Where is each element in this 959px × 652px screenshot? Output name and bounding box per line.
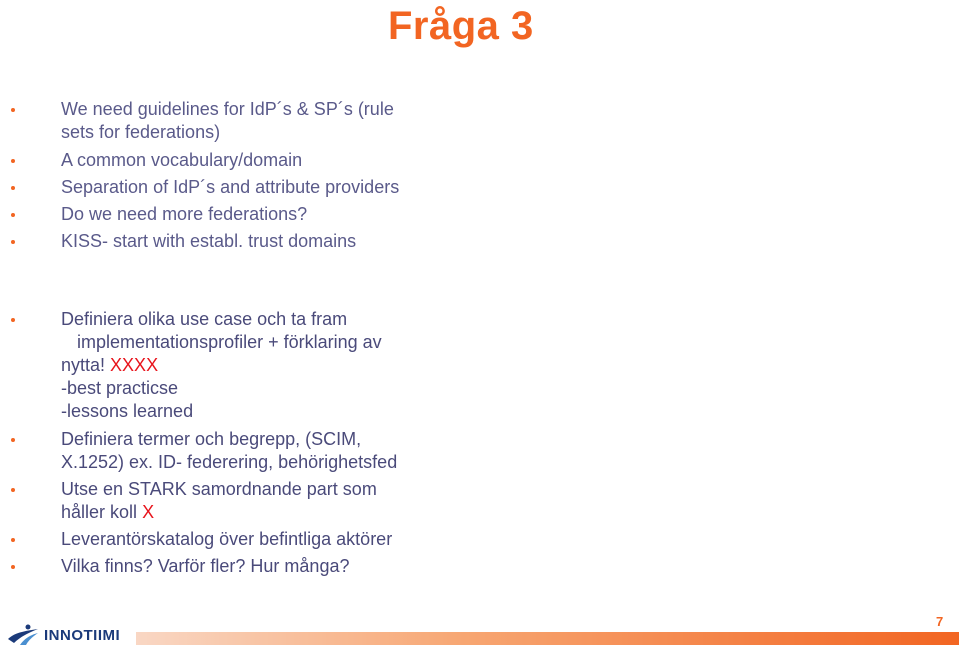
bullet-item-guidelines [61, 98, 501, 144]
bullet-item-catalog [61, 528, 501, 551]
bullet-text: Utse en STARK samordnande part som [61, 479, 377, 499]
bullet-text: Definiera olika use case och ta fram [61, 309, 348, 329]
bullet-text: X.1252) ex. ID- federering, behörighetsfed [61, 452, 398, 472]
bullet-dot [11, 186, 15, 190]
page-number: 7 [936, 614, 944, 629]
bullet-text: Separation of IdP´s and attribute providers [61, 177, 400, 197]
bullet-text: Definiera termer och begrepp, (SCIM, [61, 429, 362, 449]
bullet-dot [11, 488, 15, 492]
bullet-dot [11, 108, 15, 112]
bullet-text: KISS- start with establ. trust domains [61, 231, 357, 251]
logo-text: INNOTIIMI [44, 626, 121, 644]
highlight-text: XXXX [110, 355, 159, 375]
bullet-item-questions [61, 555, 501, 578]
bullet-dot [11, 159, 15, 163]
bullet-text: implementationsprofiler [77, 332, 264, 352]
bullet-text-line [61, 331, 501, 354]
bullet-text-line [61, 354, 501, 377]
bullet-text-line [61, 501, 501, 524]
bullet-item-use-case [61, 308, 501, 423]
bullet-text: + förklaring av [268, 332, 382, 352]
bullet-dot [11, 213, 15, 217]
bullet-item-terms [61, 428, 501, 474]
bullet-item-kiss [61, 230, 501, 253]
bullet-item-federations [61, 203, 501, 226]
bullet-text: A common vocabulary/domain [61, 150, 303, 170]
bullet-dot [11, 538, 15, 542]
bullet-item-separation [61, 176, 501, 199]
bullet-text: Do we need more federations? [61, 204, 308, 224]
footer-logo [6, 622, 120, 648]
bullet-text: Leverantörskatalog över befintliga aktörer [61, 529, 393, 549]
bullet-text: sets for federations) [61, 122, 221, 142]
bullet-item-vocabulary [61, 149, 501, 172]
bullet-text: -lessons learned [61, 401, 194, 421]
bullet-dot [11, 318, 15, 322]
bullet-text: We need guidelines for IdP´s & SP´s (rule [61, 99, 394, 119]
innotiimi-logo-icon [6, 623, 40, 647]
bullet-text: nytta! [61, 355, 106, 375]
bullet-dot [11, 240, 15, 244]
bullet-dot [11, 565, 15, 569]
footer-bar [136, 632, 959, 645]
bullet-item-coordinator [61, 478, 501, 524]
bullet-text: -best practicse [61, 378, 179, 398]
bullet-dot [11, 438, 15, 442]
bullet-text: Vilka finns? Varför fler? Hur många? [61, 556, 350, 576]
slide-title: Fråga 3 [388, 4, 534, 48]
highlight-text: X [142, 502, 155, 522]
bullet-text: håller koll [61, 502, 138, 522]
